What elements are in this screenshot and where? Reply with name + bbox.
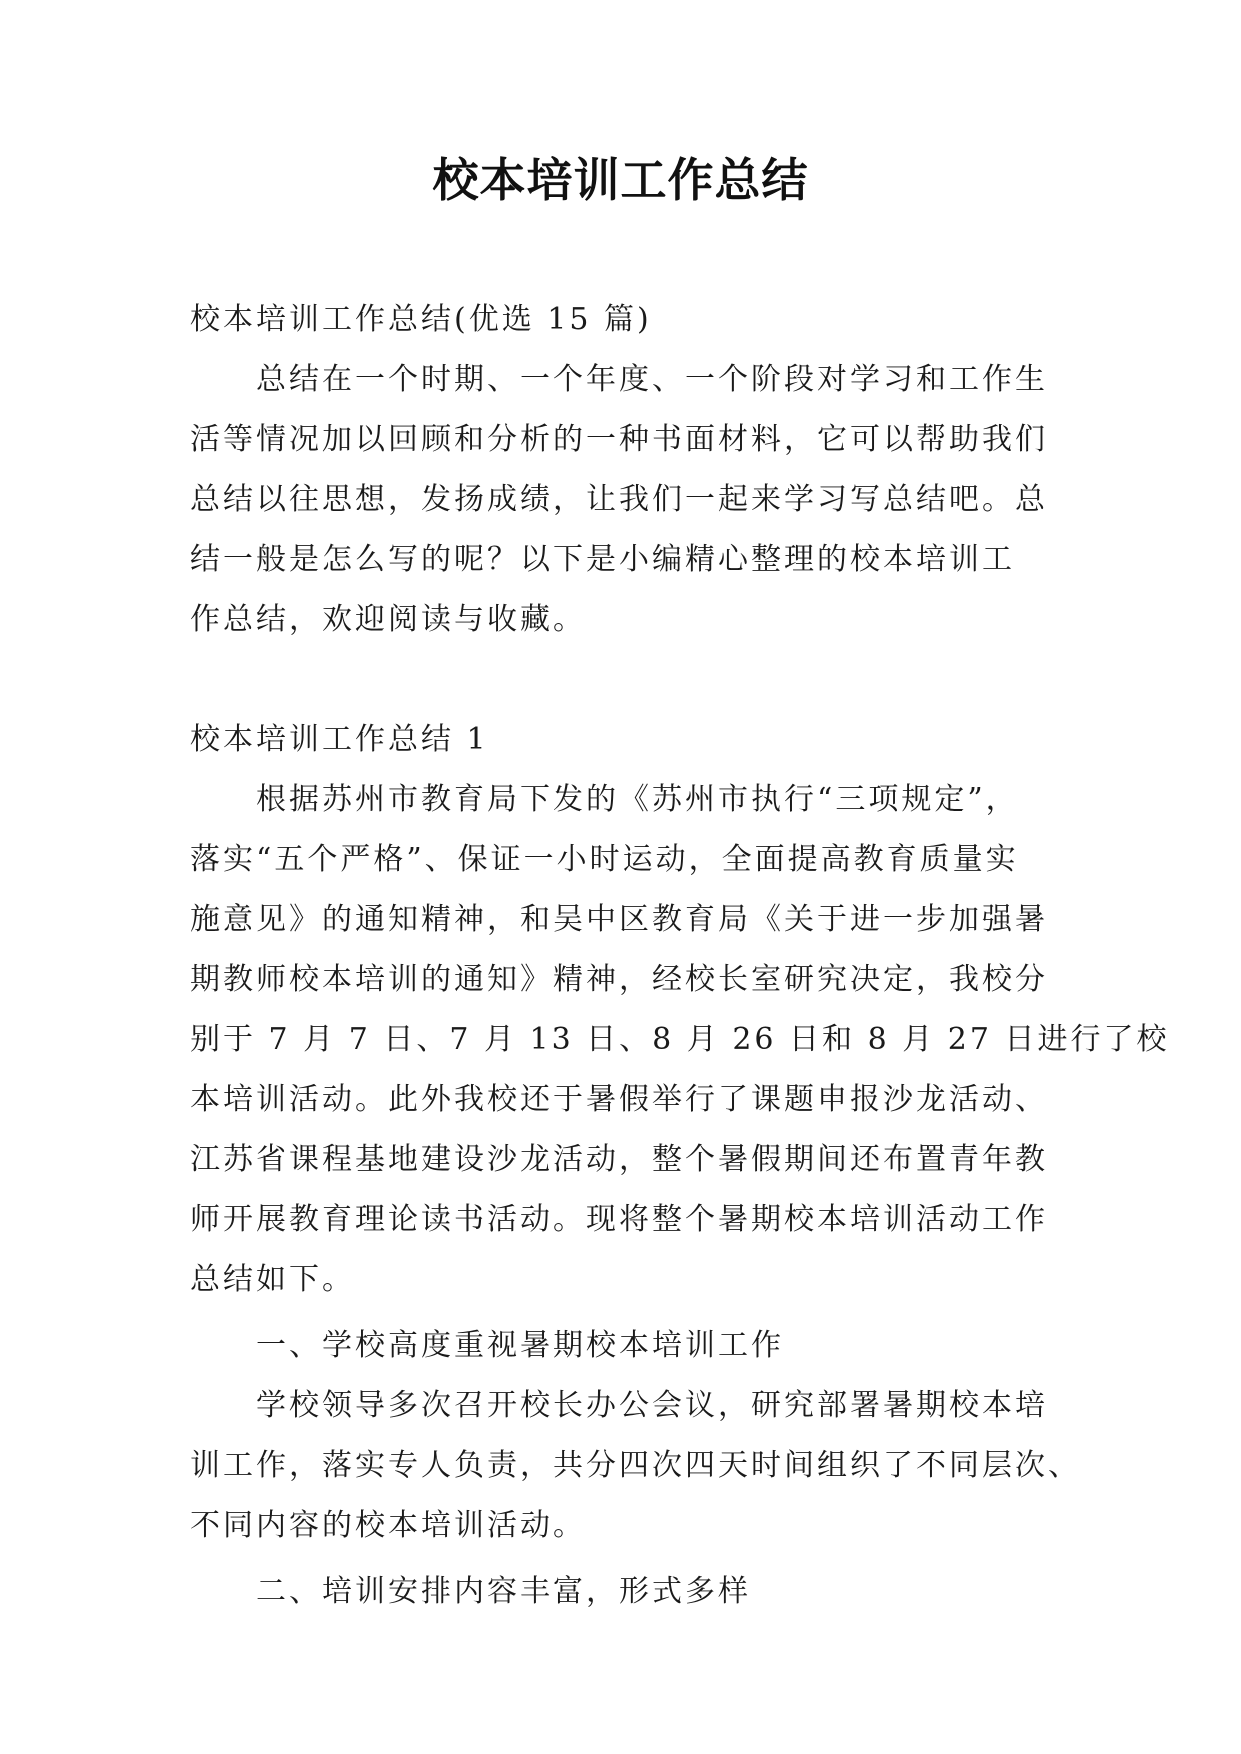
intro-line: 活等情况加以回顾和分析的一种书面材料，它可以帮助我们 bbox=[190, 422, 1048, 457]
paragraph-line: 师开展教育理论读书活动。现将整个暑期校本培训活动工作 bbox=[190, 1202, 1048, 1237]
document-title: 校本培训工作总结 bbox=[432, 153, 809, 207]
paragraph-line: 施意见》的通知精神，和吴中区教育局《关于进一步加强暑 bbox=[190, 902, 1048, 937]
paragraph-line: 训工作，落实专人负责，共分四次四天时间组织了不同层次、 bbox=[190, 1448, 1081, 1483]
intro-line: 总结在一个时期、一个年度、一个阶段对学习和工作生 bbox=[256, 362, 1048, 397]
intro-line: 总结以往思想，发扬成绩，让我们一起来学习写总结吧。总 bbox=[190, 482, 1048, 517]
paragraph-line: 落实“五个严格”、保证一小时运动，全面提高教育质量实 bbox=[190, 842, 1019, 877]
section-heading: 校本培训工作总结 1 bbox=[190, 722, 489, 757]
point-heading: 一、学校高度重视暑期校本培训工作 bbox=[256, 1328, 784, 1363]
paragraph-line: 不同内容的校本培训活动。 bbox=[190, 1508, 586, 1543]
paragraph-line: 期教师校本培训的通知》精神，经校长室研究决定，我校分 bbox=[190, 962, 1048, 997]
paragraph-line: 根据苏州市教育局下发的《苏州市执行“三项规定”， bbox=[256, 782, 1019, 817]
paragraph-line: 本培训活动。此外我校还于暑假举行了课题申报沙龙活动、 bbox=[190, 1082, 1048, 1117]
section-paragraph bbox=[190, 770, 1170, 1310]
paragraph-line: 江苏省课程基地建设沙龙活动，整个暑假期间还布置青年教 bbox=[190, 1142, 1048, 1177]
paragraph-line: 学校领导多次召开校长办公会议，研究部署暑期校本培 bbox=[256, 1388, 1048, 1423]
intro-line: 作总结，欢迎阅读与收藏。 bbox=[190, 602, 586, 637]
document-body bbox=[190, 290, 1170, 1622]
document-subtitle: 校本培训工作总结(优选 15 篇) bbox=[190, 302, 652, 337]
paragraph-line: 别于 7 月 7 日、7 月 13 日、8 月 26 日和 8 月 27 日进行了校 bbox=[190, 1022, 1170, 1057]
paragraph-spacer bbox=[190, 650, 1060, 710]
intro-line: 结一般是怎么写的呢？以下是小编精心整理的校本培训工 bbox=[190, 542, 1015, 577]
point-paragraph bbox=[190, 1376, 1081, 1556]
paragraph-line: 总结如下。 bbox=[190, 1262, 355, 1297]
intro-paragraph bbox=[190, 350, 1060, 650]
point-heading: 二、培训安排内容丰富，形式多样 bbox=[256, 1574, 751, 1609]
